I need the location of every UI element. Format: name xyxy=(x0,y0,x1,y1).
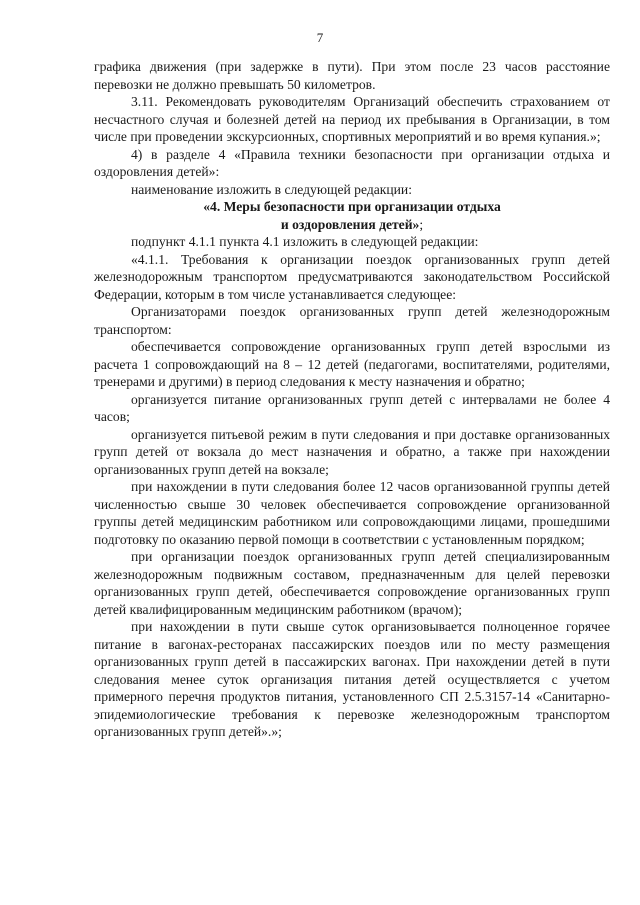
paragraph-title-instruction: наименование изложить в следующей редакции: xyxy=(131,181,412,197)
page-number: 7 xyxy=(316,30,324,45)
document-body xyxy=(94,58,610,741)
paragraph-section-4-change: 4) в разделе 4 «Правила техники безопасности при организации отдыха и оздоровления детей»: xyxy=(94,146,610,179)
paragraph-drinking-regime: организуется питьевой режим в пути следования и при доставке организованных групп детей от вокзала до мест назначения и обратно, а также при нахождении организованных групп детей на вокзале; xyxy=(94,426,610,477)
paragraph-specialized-rolling-stock: при организации поездок организованных групп детей специализированным железнодорожным подвижным составом, предназначенным для целей перевозки организованных групп детей, обеспечивается сопровождение организованных групп детей квалифицированным медицинским работником (врачом); xyxy=(94,549,610,617)
heading-line-2 xyxy=(94,216,610,234)
heading-line-2-text: и оздоровления детей» xyxy=(280,216,420,232)
paragraph-subclause-instruction: подпункт 4.1.1 пункта 4.1 изложить в следующей редакции: xyxy=(131,234,479,249)
paragraph-medical-escort: при нахождении в пути следования более 12 часов организованной группы детей численностью свыше 30 человек обеспечивается сопровождение организованной группы детей медицинским работником или сопровождающими лицами, прошедшими подготовку по оказанию первой помощи в соответствии с установленным порядком; xyxy=(94,479,610,547)
heading-suffix: ; xyxy=(419,216,424,232)
paragraph-hot-meals: при нахождении в пути свыше суток организовывается полноценное горячее питание в вагонах-ресторанах пассажирских поездов или по месту размещения организованных групп детей в пассажирских вагонах. При нахождении детей в пути следования менее суток организация питания детей осуществляется с учетом примерного перечня продуктов питания, установленного СП 2.5.3157-14 «Санитарно-эпидемиологические требования к перевозке железнодорожным транспортом организованных групп детей».»; xyxy=(94,619,610,739)
paragraph-4-1-1-requirements: «4.1.1. Требования к организации поездок организованных групп детей железнодорожным транспортом предусматриваются законодательством Российской Федерации, которым в том числе устанавливается следующее: xyxy=(94,251,610,302)
paragraph-schedule-end: графика движения (при задержке в пути). При этом после 23 часов расстояние перевозки не должно превышать 50 километров. xyxy=(94,59,610,92)
paragraph-meal-intervals: организуется питание организованных групп детей с интервалами не более 4 часов; xyxy=(94,391,610,424)
paragraph-escort-ratio: обеспечивается сопровождение организованных групп детей взрослыми из расчета 1 сопровождающий на 8 – 12 детей (педагогами, воспитателями, родителями, тренерами и другими) в период следования к месту назначения и обратно; xyxy=(94,339,610,389)
section-4-heading xyxy=(94,198,610,233)
paragraph-organizers: Организаторами поездок организованных групп детей железнодорожным транспортом: xyxy=(94,304,610,337)
heading-line-1: «4. Меры безопасности при организации отдыха xyxy=(203,199,501,214)
paragraph-3-11-insurance: 3.11. Рекомендовать руководителям Организаций обеспечить страхованием от несчастного случая и болезней детей на период их пребывания в Организации, в том числе при проведении экскурсионных, спортивных мероприятий и во время купания.»; xyxy=(94,94,610,144)
